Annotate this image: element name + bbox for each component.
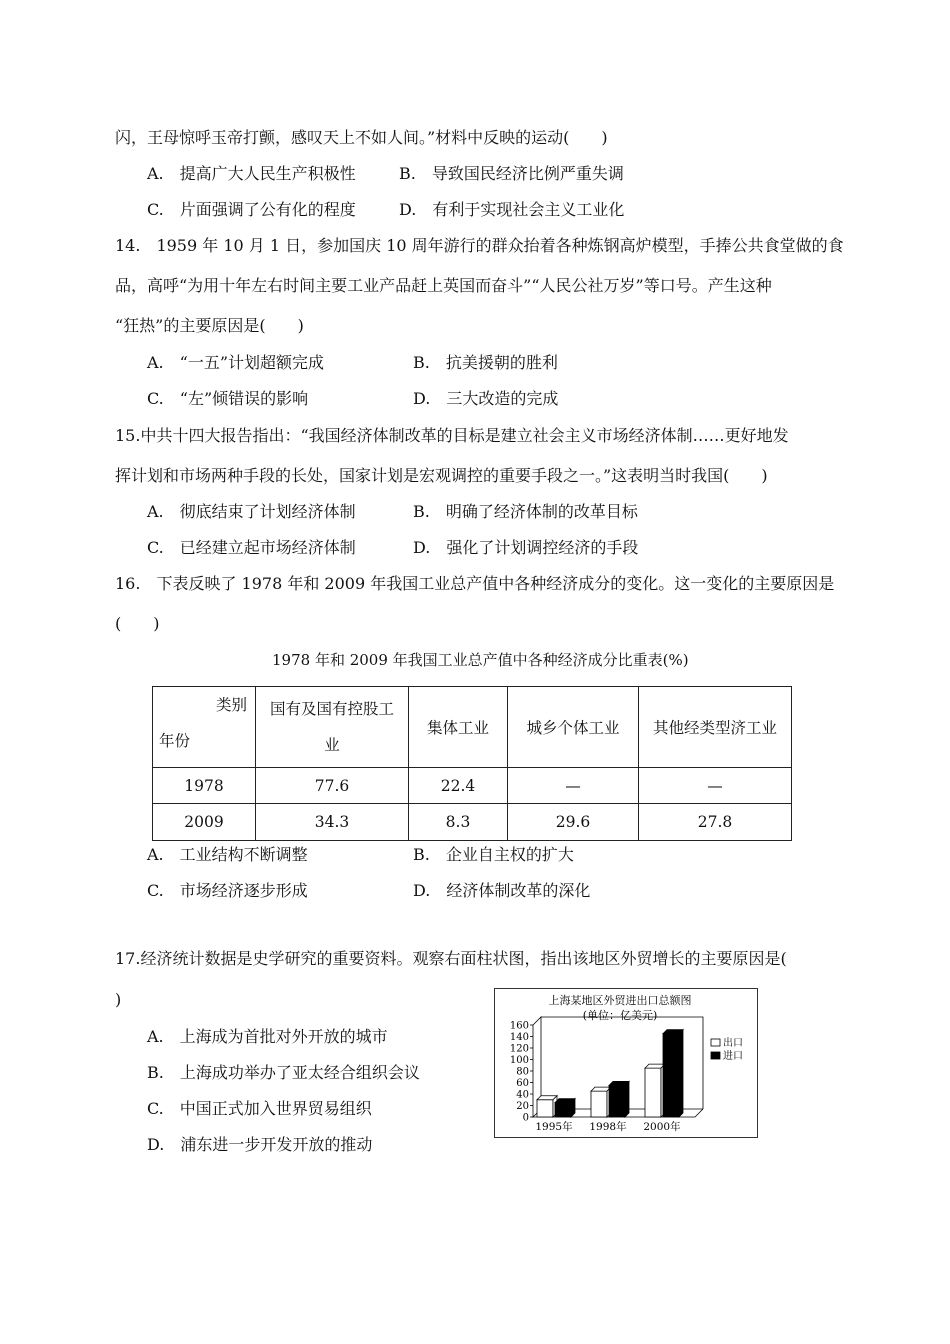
row-cell: 29.6 [508, 804, 639, 841]
row-year: 1978 [153, 768, 256, 804]
x-tick-label: 1995年 [535, 1121, 573, 1133]
q17-option-d: D. 浦东进一步开发开放的推动 [147, 1135, 373, 1154]
y-tick-label: 120 [509, 1043, 529, 1055]
header-col-state-owned-line2: 业 [324, 736, 340, 754]
q17-stem-line1: 17.经济统计数据是史学研究的重要资料。观察右面柱状图，指出该地区外贸增长的主要原因是( [115, 949, 787, 968]
trade-bar-chart [494, 988, 758, 1138]
q16-stem-line1: 16. 下表反映了 1978 年和 2009 年我国工业总产值中各种经济成分的变化。这一变化的主要原因是 [115, 574, 835, 593]
q17-option-c: C. 中国正式加入世界贸易组织 [147, 1099, 372, 1118]
q13-option-d: D. 有利于实现社会主义工业化 [399, 200, 625, 219]
row-cell: 8.3 [409, 804, 508, 841]
y-tick-label: 40 [516, 1089, 529, 1101]
q14-option-d: D. 三大改造的完成 [413, 389, 559, 408]
bar-export [537, 1100, 553, 1117]
header-category-year-cell [153, 687, 256, 768]
q17-option-b: B. 上海成功举办了亚太经合组织会议 [147, 1063, 420, 1082]
legend-swatch-import [711, 1052, 720, 1059]
q15-option-d: D. 强化了计划调控经济的手段 [413, 538, 639, 557]
q15-stem-line2: 挥计划和市场两种手段的长处，国家计划是宏观调控的重要手段之一。”这表明当时我国( ) [115, 466, 768, 485]
header-category-label: 类别 [215, 696, 247, 714]
bar-export [591, 1091, 607, 1117]
chart-subtitle: (单位：亿美元) [582, 1009, 658, 1022]
chart-title: 上海某地区外贸进出口总额图 [548, 994, 692, 1007]
q14-option-b: B. 抗美援朝的胜利 [413, 353, 558, 372]
q14-stem-line1: 14. 1959 年 10 月 1 日，参加国庆 10 周年游行的群众抬着各种炼钢高炉模型，手捧公共食堂做的食 [115, 236, 844, 255]
q15-option-c: C. 已经建立起市场经济体制 [147, 538, 356, 557]
row-cell: 77.6 [256, 768, 409, 804]
q16-option-d: D. 经济体制改革的深化 [413, 881, 591, 900]
table-header-row [153, 687, 792, 768]
q17-stem-line2: ) [115, 990, 122, 1009]
q16-option-b: B. 企业自主权的扩大 [413, 845, 574, 864]
q13-stem: 闪，王母惊呼玉帝打颤，感叹天上不如人间。”材料中反映的运动( ) [115, 128, 608, 147]
row-cell: 22.4 [409, 768, 508, 804]
legend-swatch-export [711, 1039, 720, 1046]
y-tick-label: 100 [509, 1055, 529, 1066]
bar-export [645, 1068, 661, 1117]
q13-option-c: C. 片面强调了公有化的程度 [147, 200, 356, 219]
q16-table-title: 1978 年和 2009 年我国工业总产值中各种经济成分比重表(%) [272, 651, 689, 669]
y-tick-label: 60 [516, 1078, 529, 1089]
table-row [153, 804, 792, 841]
row-year: 2009 [153, 804, 256, 841]
bar-side-face [625, 1081, 629, 1117]
bar-import [555, 1103, 571, 1117]
bar-import [609, 1085, 625, 1117]
q15-option-b: B. 明确了经济体制的改革目标 [413, 502, 638, 521]
trade-bar-chart-svg [495, 989, 757, 1137]
q16-option-c: C. 市场经济逐步形成 [147, 881, 308, 900]
bar-side-face [679, 1030, 683, 1117]
q17-option-a: A. 上海成为首批对外开放的城市 [147, 1027, 388, 1046]
header-col-state-owned [256, 687, 409, 768]
header-col-collective: 集体工业 [409, 687, 508, 768]
row-cell: — [508, 768, 639, 804]
legend-label: 出口 [723, 1038, 743, 1049]
q13-option-b: B. 导致国民经济比例严重失调 [399, 164, 624, 183]
row-cell: 27.8 [639, 804, 792, 841]
y-tick-label: 140 [509, 1032, 529, 1043]
row-cell: — [639, 768, 792, 804]
y-tick-label: 80 [516, 1066, 529, 1078]
header-col-state-owned-line1: 国有及国有控股工 [269, 700, 394, 718]
header-col-other: 其他经类型济工业 [639, 687, 792, 768]
economic-composition-table [152, 686, 792, 841]
y-tick-label: 160 [509, 1020, 529, 1032]
table-row [153, 768, 792, 804]
q16-stem-line2: ( ) [115, 614, 160, 633]
q14-option-c: C. “左”倾错误的影响 [147, 389, 309, 408]
q14-stem-line3: “狂热”的主要原因是( ) [115, 316, 304, 335]
q16-option-a: A. 工业结构不断调整 [147, 845, 308, 864]
bar-import [663, 1034, 679, 1117]
q14-option-a: A. “一五”计划超额完成 [147, 353, 325, 372]
x-tick-label: 1998年 [589, 1121, 627, 1133]
q15-option-a: A. 彻底结束了计划经济体制 [147, 502, 356, 521]
y-tick-label: 0 [522, 1112, 529, 1124]
x-tick-label: 2000年 [643, 1121, 681, 1133]
q14-stem-line2: 品，高呼“为用十年左右时间主要工业产品赶上英国而奋斗”“人民公社万岁”等口号。产生这种 [115, 276, 772, 295]
row-cell: 34.3 [256, 804, 409, 841]
header-year-label: 年份 [159, 732, 191, 750]
q15-stem-line1: 15.中共十四大报告指出：“我国经济体制改革的目标是建立社会主义市场经济体制……更好地发 [115, 426, 789, 445]
header-col-individual: 城乡个体工业 [508, 687, 639, 768]
legend-label: 进口 [723, 1051, 743, 1062]
q13-option-a: A. 提高广大人民生产积极性 [147, 164, 356, 183]
y-tick-label: 20 [516, 1101, 529, 1112]
